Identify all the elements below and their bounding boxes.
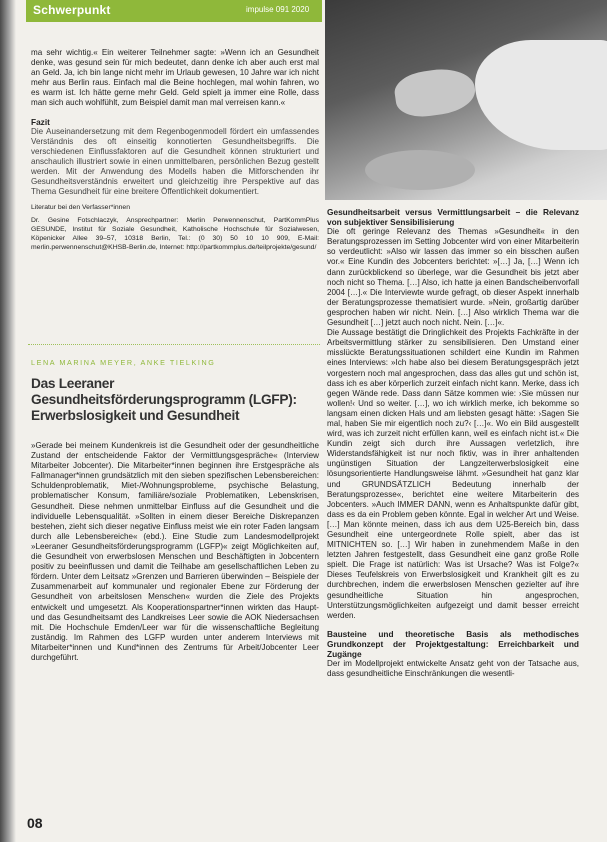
article-body-paragraph: »Gerade bei meinem Kundenkreis ist die Gesundheit oder der gesundheitliche Zustand der entscheidende Faktor der Vermittlungsgespräche« (Interview Mitarbeiter Jobcenter). Die Mitarbeiter*innen beginnen ihre Erstgespräche als Fallmanager*innen grundsätzlich mit den sieben spezifischen Lebensbereichen: Schuldenproblematik, Miet-/Wohnungsprobleme, psychische Belastung, problematischer Konsum, familiäre/soziale Problematiken, Lebenskrisen, Gesundheit. Diese nehmen unmittelbar Einfluss auf die Gesundheit und die individuelle Lebensqualität. »Sollten in einem dieser Bereiche Diskrepanzen bestehen, zieht sich dieser negative Einfluss meist wie ein roter Faden langsam durch alle Lebensbereiche« (ebd.). Eine Studie zum Landesmodellprojekt »Leeraner Gesundheitsförderungsprogramm (LGFP)« zeigt Möglichkeiten auf, die Gesundheit von erwerbslosen Menschen und Beschäftigten in Jobcentern positiv zu beeinflussen und damit die Teilhabe am gesellschaftlichen Leben zu fördern. Unter dem Leitsatz »Grenzen und Barrieren überwinden – Beispiele der Zusammenarbeit auf kommunaler und regionaler Ebene zur Förderung der Gesundheit von arbeitslosen Menschen« wurden die Ziele des Projekts entwickelt und umgesetzt. Als Kooperationspartner*innen wirkten das Haupt- und das Gesundheitsamt des Landkreises Leer sowie die AOK Niedersachsen mit. Die Hochschule Emden/Leer war für die wissenschaftliche Begleitung zuständig. Im Rahmen des LGFP wurden unter anderem Interviews mit Mitarbeiter*innen und Kund*innen des Zentrums für Arbeit/Jobcenter Leer durchgeführt. [31, 441, 319, 662]
photo-sleeve-shape [475, 40, 607, 150]
article-divider [28, 344, 320, 346]
right-heading-2: Bausteine und theoretische Basis als methodisches Grundkonzept der Projektgestaltung: Erreichbarkeit und Zugänge [327, 628, 579, 660]
right-column [327, 207, 579, 679]
section-rubric: Schwerpunkt [33, 3, 111, 17]
left-column-article-body [31, 441, 319, 663]
left-column-top [31, 48, 319, 252]
article-authors: LENA MARINA MEYER, ANKE TIELKING [31, 358, 216, 367]
issue-label: impulse 091 2020 [246, 5, 310, 14]
page-edge-shadow [0, 0, 16, 842]
right-body-2: Die Aussage bestätigt die Dringlichkeit des Projekts Fachkräfte in der Arbeitsvermittlung stärker zu sensibilisieren. Den Umstand einer misslückte Beratungssituationen schildert eine Kundin im Rahmen eines Interviews: »Ich habe also bei diesem Beratungsgespräch jetzt vorgestern noch mal angesprochen, dass das alles gut und schön ist, dass ich es aber körperlich zurzeit einfach nicht kann. Merke, dass ich gegen Wände rede. Dass dann Sätze kommen wie: ›Sie müssen nur wollen!‹ Und so weiter. […], wo ich wirklich merke, ich bekomme so langsam einen dicken Hals und am liebsten gesagt hätte: ›Sagen Sie mal, haben Sie mir eigentlich noch zu?‹ […]«. Wo ein Bild ausgestellt wird, was ich zurzeit nicht erfüllen kann, weil es einfach nicht ist.« Die Kundin zeigt sich durch ihre Aussagen verletzlich, ihre Widerstandsfähigkeit ist nur noch fiktiv, was in ihrer anhaltenden ungünstigen Situation der Langzeiterwerbslosigkeit eine lösungsorientierte Handlungsweise lähmt. »Gesundheit hat ganz klar und GRUNDSÄTZLICH Bedeutung innerhalb der Beratungsprozesse«, berichtet eine weitere Mitarbeiterin des Jobcenters. »Auch IMMER DANN, wenn es Anhaltspunkte dafür gibt, dass es da ein Problem geben könnte. Egal in welcher Art und Weise. […] Man könnte meinen, dass ich aus dem U25-Bereich bin, dass Gesundheit eine untergeordnete Rolle spielt, aber das ist MITNICHTEN so. […] Wir haben in zunehmendem Maße in den letzten Jahren festgestellt, dass Gesundheit eine ganz große Rolle spielt. Die Frage ist natürlich: Was ist Ursache? Was ist Folge?« Dieses Teufelskreis von Erwerbslosigkeit und Krankheit gilt es zu durchbrechen, indem die erwerbslosen Menschen gezielter auf ihre gesundheitliche Situation hin angesprochen, Unterstützungsmöglichkeiten aufgezeigt und damit besser erreicht werden. [327, 328, 579, 620]
page-number: 08 [27, 815, 43, 831]
right-heading-1: Gesundheitsarbeit versus Vermittlungsarbeit – die Relevanz von subjektiver Sensibilisierung [327, 207, 579, 228]
contact-info: Dr. Gesine Fotschlaczyk, Ansprechpartner: Merlin Perwennenschut, PartKommPlus GESUNDE, Institut für Soziale Gesundheit, Katholische Hochschule für Sozialwesen, Köpenicker Allee 39–57, 10318 Berlin, Tel.: (0 30) 50 10 10 909, E-Mail: merlin.perwennenschut@KHSB-Berlin.de, Internet: http://partkommplus.de/teilprojekte/gesund/ [31, 217, 319, 251]
right-body-3: Der im Modellprojekt entwickelte Ansatz geht von der Tatsache aus, dass gesundheitliche Einschränkungen die wesentli- [327, 659, 579, 679]
photo-hand-shape [392, 65, 477, 121]
fazit-paragraph: Die Auseinandersetzung mit dem Regenbogenmodell fördert ein umfassendes Verständnis des oft einseitig konnotierten Gesundheitsbegriffs. Die verschiedenen Einflussfaktoren auf die Gesundheit können strukturiert und anschaulich illustriert sowie in einen unmittelbaren, persönlichen Bezug gestellt werden. Mit der Anwendung des Modells haben die Mitforschenden ihr Gesundheitsverständnis erweitert und gleichzeitig ihre Perspektive auf das Thema Gesundheit für eine breitere Öffentlichkeit dokumentiert. [31, 126, 319, 197]
interview-quote-paragraph: ma sehr wichtig.« Ein weiterer Teilnehmer sagte: »Wenn ich an Gesundheit denke, was gesund sein für mich bedeutet, dann denke ich aber auch erst mal an Geld. Ja, ich bin lange nicht mehr im Urlaub gewesen, 10 Jahre war ich nicht mehr aus Berlin raus. Einfach mal die Beine hochlegen, mal wohin fahren, wo es warm ist. Ich hätte gerne mehr Geld. Geld spielt ja immer eine Rolle, dass man sich auch wohlfühlt, zum Beispiel damit man mal verreisen kann.« [31, 48, 319, 108]
section-header-bar [26, 0, 322, 22]
right-body-1: Die oft geringe Relevanz des Themas »Gesundheit« in den Beratungsprozessen im Setting Jobcenter wird von einer Mitarbeiterin so verdeutlicht: »Also wir lassen das immer so ein bisschen außen vor.« Eine Kundin des Jobcenters berichtet: »[…] Ja, […] Wenn ich dann zurückblickend so überlege, war die Gesundheit bis jetzt aber noch nicht so Thema. […] Also, ich hatte ja einen Bandscheibenvorfall 2004 […].« Die Interviewte wurde gefragt, ob dieser Aspekt innerhalb der Beratungsprozesse thematisiert wurde. »Nein, großartig darüber gesprochen haben wir nicht. Nein. […] Also wirklich Thema war die Gesundheit […] jetzt auch noch nicht. Nein. […]«. [327, 227, 579, 328]
photo-hand-shape-lower [365, 150, 475, 190]
fazit-heading: Fazit [31, 116, 50, 127]
literature-note: Literatur bei den Verfasser*innen [31, 204, 130, 212]
article-title: Das Leeraner Gesundheitsförderungsprogramm (LGFP): Erwerbslosigkeit und Gesundheit [31, 376, 297, 423]
article-photo [325, 0, 607, 200]
